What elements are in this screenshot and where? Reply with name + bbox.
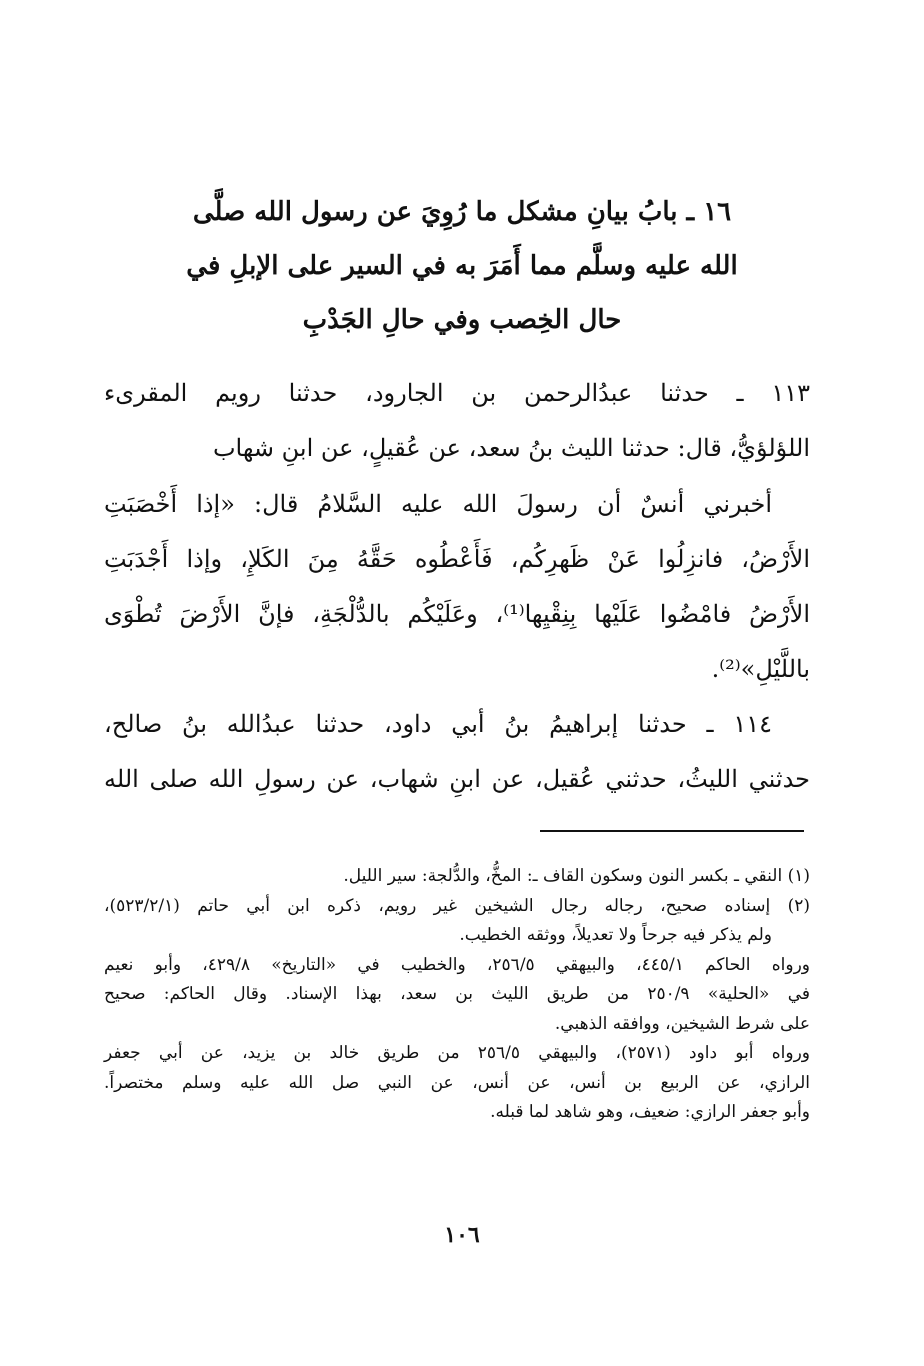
footnote-2-line-6: ورواه أبو داود (٢٥٧١)، والبيهقي ٢٥٦/٥ من طريق خالد بن يزيد، عن أبي جعفر xyxy=(104,1043,810,1063)
hadith-113-line-1: ١١٣ ـ حدثنا عبدُالرحمن بن الجارود، حدثنا رويم المقرىء xyxy=(104,379,810,407)
footnote-2-line-4: في «الحلية» ٢٥٠/٩ من طريق الليث بن سعد، بهذا الإسناد. وقال الحاكم: صحيح xyxy=(104,984,810,1004)
footnote-2-line-3: ورواه الحاكم ٤٤٥/١، والبيهقي ٢٥٦/٥، والخطيب في «التاريخ» ٤٢٩/٨، وأبو نعيم xyxy=(104,954,810,975)
footnotes xyxy=(104,862,810,1128)
chapter-heading xyxy=(110,185,814,347)
footnote-1: (١) النقي ـ بكسر النون وسكون القاف ـ: المخُّ، والدُّلجة: سير الليل. xyxy=(343,866,810,886)
hadith-113-isnad xyxy=(104,366,810,476)
footnote-2-line-7: الرازي، عن الربيع بن أنس، عن أنس، عن النبي صل الله عليه وسلم مختصراً. xyxy=(104,1072,810,1093)
hadith-113-matn-line-2: الأَرْضُ، فانزِلُوا عَنْ ظَهرِكُم، فَأَعْطُوه حَقَّهُ مِنَ الكَلإِ، وإذا أَجْدَبَتِ xyxy=(104,545,810,573)
footnote-2-line-1: (٢) إسناده صحيح، رجاله رجال الشيخين غير رويم، ذكره ابن أبي حاتم (٥٢٣/٢/١)، xyxy=(104,895,810,916)
hadith-113-matn-line-4: باللَّيْلِ»⁽²⁾. xyxy=(711,655,810,683)
chapter-heading-line-1: ١٦ ـ بابُ بيانِ مشكل ما رُوِيَ عن رسول الله صلَّى xyxy=(192,197,732,227)
hadith-113-matn-line-3: الأَرْضُ فامْضُوا عَلَيْها بِنِقْيِها⁽¹⁾، وعَلَيْكُم بالدُّلْجَةِ، فإنَّ الأَرْضَ تُطْوَى xyxy=(104,600,810,628)
footnote-2-line-2: ولم يذكر فيه جرحاً ولا تعديلاً، ووثقه الخطيب. xyxy=(459,925,772,945)
hadith-114-line-2: حدثني الليثُ، حدثني عُقيل، عن ابنِ شهاب، عن رسولِ الله صلى الله xyxy=(104,765,810,793)
chapter-heading-line-3: حال الخِصب وفي حالِ الجَدْبِ xyxy=(302,305,622,335)
hadith-114-line-1: ١١٤ ـ حدثنا إبراهيمُ بنُ أبي داود، حدثنا عبدُالله بنُ صالح، xyxy=(104,710,772,738)
footnote-2-line-5: على شرط الشيخين، ووافقه الذهبي. xyxy=(554,1013,810,1034)
hadith-114 xyxy=(104,697,810,807)
footnote-2-line-8: وأبو جعفر الرازي: ضعيف، وهو شاهد لما قبله. xyxy=(490,1102,810,1122)
chapter-heading-line-2: الله عليه وسلَّم مما أَمَرَ به في السير على الإبلِ في xyxy=(186,251,738,281)
hadith-113-line-2: اللؤلؤيُّ، قال: حدثنا الليث بنُ سعد، عن عُقيلٍ، عن ابنِ شهاب xyxy=(212,434,810,462)
hadith-113-matn-line-1: أخبرني أنسٌ أن رسولَ الله عليه السَّلامُ قال: «إذا أَخْصَبَتِ xyxy=(104,490,772,518)
page-number: ١٠٦ xyxy=(444,1222,480,1248)
hadith-113-matn xyxy=(104,477,810,697)
footnote-separator xyxy=(540,830,804,832)
